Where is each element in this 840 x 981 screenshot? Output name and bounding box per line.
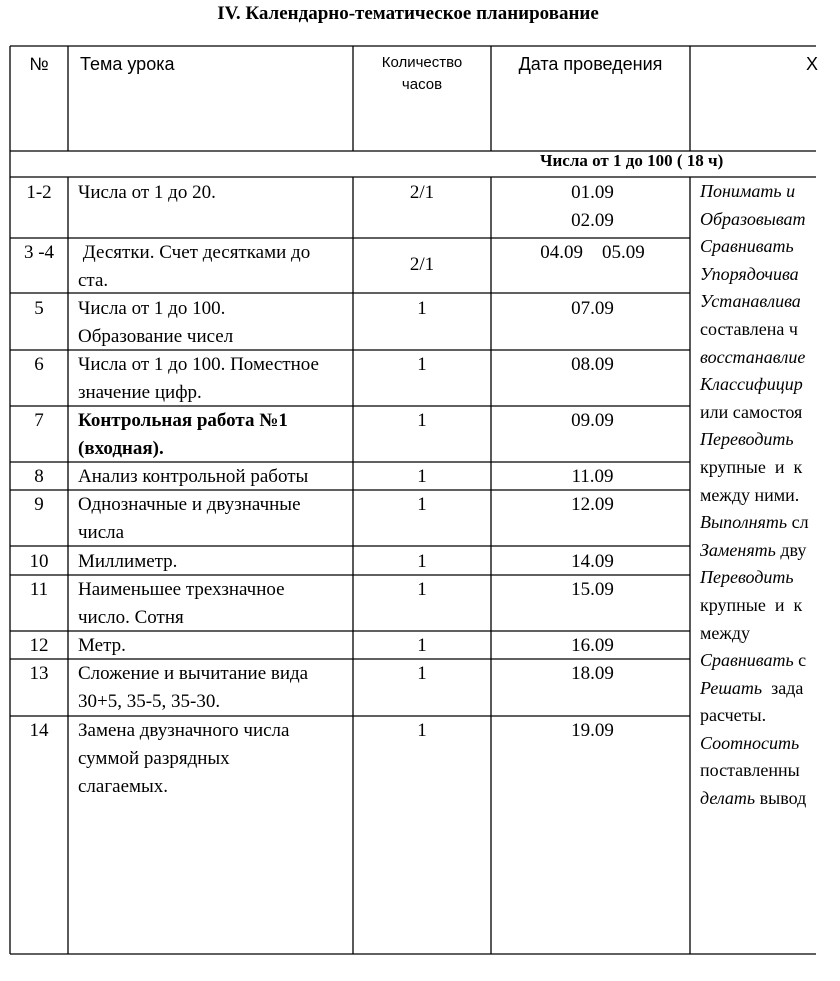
right-column-line: [700, 537, 840, 565]
row-date: [495, 351, 690, 379]
row-date-line: 19.09: [571, 720, 614, 741]
header-date: Дата проведения: [518, 54, 663, 74]
row-date-line: 11.09: [571, 466, 614, 487]
row-date: [495, 717, 690, 745]
row-date-line: 04.09 05.09: [540, 242, 645, 263]
right-column-line: [700, 702, 840, 730]
right-column-italic: Решать: [700, 677, 763, 698]
row-date: [495, 239, 690, 267]
right-column-italic: Переводить: [700, 567, 794, 588]
row-topic: [78, 548, 350, 576]
row-date: [495, 660, 690, 688]
row-date-line: 18.09: [571, 663, 614, 684]
row-topic-line: ста.: [78, 270, 109, 291]
right-column-line: [700, 261, 840, 289]
right-column-italic: Понимать и: [700, 181, 796, 201]
right-column-regular: с: [793, 650, 807, 671]
row-date: [495, 548, 690, 576]
row-date-line: 02.09: [571, 210, 614, 231]
row-topic-line: Числа от 1 до 20.: [78, 182, 216, 203]
right-column-regular: расчеты.: [700, 705, 767, 726]
row-topic: [78, 295, 350, 351]
row-number: 7: [34, 410, 44, 431]
row-number: 14: [29, 720, 49, 741]
right-column-line: [700, 344, 840, 372]
right-column-text: [700, 178, 840, 813]
right-column-line: [700, 371, 840, 399]
row-number: 6: [34, 354, 44, 375]
row-topic-line: Сложение и вычитание вида: [78, 663, 309, 684]
row-topic: [78, 660, 350, 716]
right-column-line: [700, 316, 840, 344]
row-number: 5: [34, 298, 44, 319]
header-hours-line2: часов: [401, 76, 443, 93]
row-topic-line: Контрольная работа №1: [78, 410, 288, 431]
row-date-line: 01.09: [571, 182, 614, 203]
right-column-italic: Устанавлива: [700, 291, 801, 312]
right-column-italic: Заменять: [700, 539, 776, 560]
row-date-line: 16.09: [571, 635, 614, 656]
row-topic-line: Наименьшее трехзначное: [78, 579, 285, 600]
row-hours: 1: [417, 298, 427, 319]
section-title: Числа от 1 до 100 ( 18 ч): [540, 151, 724, 170]
row-topic-line: Метр.: [78, 635, 126, 656]
right-column-regular: между ними.: [700, 484, 800, 505]
right-column-italic: делать: [700, 788, 756, 809]
row-hours: 1: [417, 663, 427, 684]
right-column-line: [700, 675, 840, 703]
row-topic-line: Числа от 1 до 100. Поместное: [78, 354, 319, 375]
right-column-line: [700, 785, 840, 813]
right-column-italic: Переводить: [700, 429, 794, 450]
right-column-italic: восстанавлие: [700, 346, 806, 367]
row-number: 12: [29, 635, 49, 656]
row-number: 1-2: [26, 182, 52, 203]
header-hours-line1: Количество: [381, 54, 463, 71]
row-date-line: 08.09: [571, 354, 614, 375]
row-date-line: 12.09: [571, 494, 614, 515]
right-column-line: [700, 509, 840, 537]
row-hours: 1: [417, 720, 427, 741]
row-topic: [78, 239, 350, 295]
right-column-regular: зада: [762, 677, 804, 698]
row-date: [495, 295, 690, 323]
row-hours: 1: [417, 494, 427, 515]
row-topic-line: 30+5, 35-5, 35-30.: [78, 691, 221, 712]
row-topic-line: слагаемых.: [78, 776, 169, 797]
right-column-line: [700, 620, 840, 648]
row-number: 11: [29, 579, 49, 600]
row-topic: [78, 576, 350, 632]
right-column-regular: между: [700, 622, 750, 643]
right-column-italic: Сравнивать: [700, 236, 794, 257]
row-hours: 1: [417, 635, 427, 656]
right-column-line: [700, 206, 840, 234]
right-column-italic: Образовыват: [700, 208, 806, 229]
row-date: [495, 463, 690, 491]
row-date: [495, 632, 690, 660]
row-date-line: 07.09: [571, 298, 614, 319]
right-column-italic: Сравнивать: [700, 650, 794, 671]
right-column-regular: дву: [775, 539, 807, 560]
row-topic: [78, 407, 350, 463]
row-topic-line: число. Сотня: [78, 607, 184, 628]
right-column-regular: сл: [787, 512, 809, 533]
row-topic-line: (входная).: [78, 438, 164, 459]
right-column-line: [700, 647, 840, 675]
right-column-italic: Классифицир: [700, 374, 803, 395]
right-column-line: [700, 482, 840, 510]
row-hours: 1: [417, 410, 427, 431]
row-date-line: 14.09: [571, 551, 614, 572]
right-column-line: [700, 178, 840, 206]
page-title: IV. Календарно-тематическое планирование: [217, 3, 599, 24]
row-topic: [78, 179, 350, 207]
right-column-regular: вывод: [755, 788, 807, 809]
row-hours: 2/1: [409, 182, 435, 203]
right-column-regular: крупные и к: [700, 594, 803, 615]
row-number: 8: [34, 466, 44, 487]
right-column-regular: крупные и к: [700, 456, 803, 477]
header-hours: [353, 52, 491, 96]
row-number: 3 -4: [23, 242, 55, 263]
header-num: №: [29, 54, 49, 74]
row-number: 9: [34, 494, 44, 515]
right-column-italic: Упорядочива: [700, 263, 799, 284]
row-hours: 1: [417, 354, 427, 375]
row-date-line: 09.09: [571, 410, 614, 431]
right-column-line: [700, 399, 840, 427]
right-column-italic: Выполнять: [700, 512, 788, 533]
row-topic-line: Однозначные и двузначные: [78, 494, 301, 515]
row-date-line: 15.09: [571, 579, 614, 600]
right-column-line: [700, 592, 840, 620]
row-topic-line: Образование чисел: [78, 326, 234, 347]
row-topic-line: значение цифр.: [78, 382, 202, 403]
right-column-line: [700, 757, 840, 785]
header-topic: Тема урока: [80, 54, 175, 74]
row-date: [495, 491, 690, 519]
row-topic: [78, 717, 350, 801]
row-topic-line: Анализ контрольной работы: [78, 466, 309, 487]
row-hours: 1: [417, 579, 427, 600]
row-number: 10: [29, 551, 49, 572]
row-hours: 1: [417, 466, 427, 487]
right-column-regular: или самостоя: [700, 401, 803, 422]
right-column-italic: Соотносить: [700, 732, 800, 753]
row-hours: 2/1: [409, 254, 435, 275]
right-column-regular: составлена ч: [700, 318, 798, 339]
row-topic: [78, 491, 350, 547]
row-hours: 1: [417, 551, 427, 572]
row-date: [495, 576, 690, 604]
right-column-line: [700, 564, 840, 592]
row-topic-line: числа: [78, 522, 125, 543]
right-column-line: [700, 730, 840, 758]
row-topic: [78, 351, 350, 407]
row-date: [495, 407, 690, 435]
row-topic-line: суммой разрядных: [78, 748, 230, 769]
row-topic-line: Десятки. Счет десятками до: [78, 242, 311, 263]
row-topic-line: Замена двузначного числа: [78, 720, 290, 741]
row-topic: [78, 632, 350, 660]
row-number: 13: [29, 663, 49, 684]
right-column-line: [700, 288, 840, 316]
header-extra: Х: [806, 54, 819, 74]
row-topic: [78, 463, 350, 491]
row-topic-line: Миллиметр.: [78, 551, 178, 572]
row-topic-line: Числа от 1 до 100.: [78, 298, 226, 319]
right-column-line: [700, 454, 840, 482]
right-column-regular: поставленны: [700, 760, 800, 781]
right-column-line: [700, 233, 840, 261]
right-column-line: [700, 426, 840, 454]
row-date: [495, 179, 690, 235]
